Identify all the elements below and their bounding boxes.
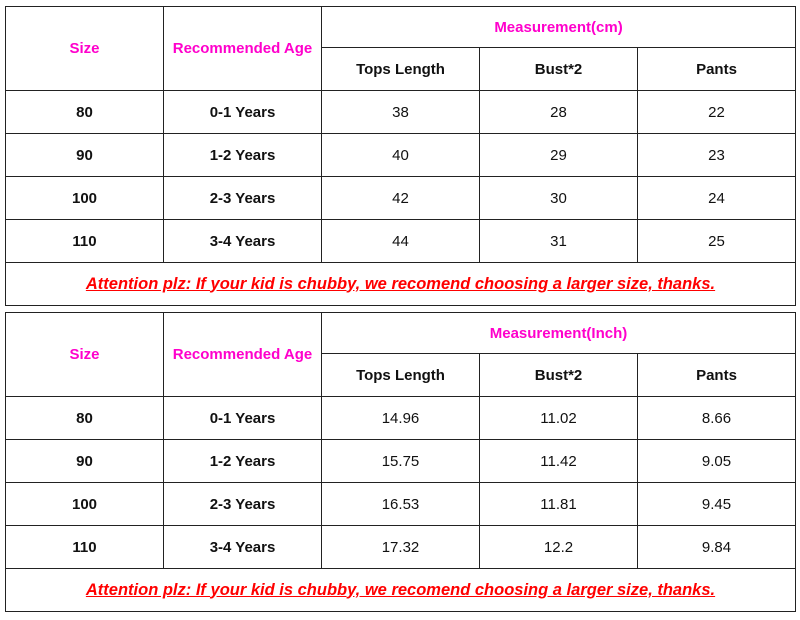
size-cell: 90 — [6, 134, 164, 177]
size-cell: 80 — [6, 91, 164, 134]
pants-header: Pants — [638, 48, 796, 91]
attention-note: Attention plz: If your kid is chubby, we recomend choosing a larger size, thanks. — [6, 263, 796, 306]
table-header-row — [6, 313, 796, 354]
age-cell: 0-1 Years — [164, 91, 322, 134]
tops-cell: 16.53 — [322, 483, 480, 526]
tops-cell: 44 — [322, 220, 480, 263]
table-row — [6, 91, 796, 134]
age-cell: 1-2 Years — [164, 440, 322, 483]
age-cell: 3-4 Years — [164, 220, 322, 263]
table-row — [6, 177, 796, 220]
tops-cell: 40 — [322, 134, 480, 177]
pants-cell: 9.84 — [638, 526, 796, 569]
table-row — [6, 134, 796, 177]
bust-cell: 30 — [480, 177, 638, 220]
attention-note-row — [6, 263, 796, 306]
tops-cell: 42 — [322, 177, 480, 220]
table-row — [6, 440, 796, 483]
bust-cell: 11.42 — [480, 440, 638, 483]
bust-cell: 12.2 — [480, 526, 638, 569]
age-header: Recommended Age — [164, 7, 322, 91]
tops-cell: 15.75 — [322, 440, 480, 483]
pants-cell: 9.45 — [638, 483, 796, 526]
size-cell: 110 — [6, 526, 164, 569]
table-row — [6, 483, 796, 526]
pants-cell: 9.05 — [638, 440, 796, 483]
pants-cell: 25 — [638, 220, 796, 263]
size-cell: 80 — [6, 397, 164, 440]
tops-length-header: Tops Length — [322, 48, 480, 91]
size-cell: 100 — [6, 177, 164, 220]
tops-length-header: Tops Length — [322, 354, 480, 397]
bust-header: Bust*2 — [480, 48, 638, 91]
tops-cell: 14.96 — [322, 397, 480, 440]
table-row — [6, 220, 796, 263]
age-cell: 2-3 Years — [164, 177, 322, 220]
attention-note-row — [6, 569, 796, 612]
bust-cell: 31 — [480, 220, 638, 263]
bust-header: Bust*2 — [480, 354, 638, 397]
size-table-inch — [5, 312, 796, 612]
bust-cell: 28 — [480, 91, 638, 134]
bust-cell: 29 — [480, 134, 638, 177]
age-cell: 1-2 Years — [164, 134, 322, 177]
pants-cell: 22 — [638, 91, 796, 134]
pants-cell: 8.66 — [638, 397, 796, 440]
pants-cell: 24 — [638, 177, 796, 220]
age-cell: 3-4 Years — [164, 526, 322, 569]
measurement-header: Measurement(cm) — [322, 7, 796, 48]
table-row — [6, 526, 796, 569]
table-row — [6, 397, 796, 440]
attention-note: Attention plz: If your kid is chubby, we recomend choosing a larger size, thanks. — [6, 569, 796, 612]
size-cell: 90 — [6, 440, 164, 483]
pants-cell: 23 — [638, 134, 796, 177]
age-cell: 0-1 Years — [164, 397, 322, 440]
tops-cell: 17.32 — [322, 526, 480, 569]
bust-cell: 11.02 — [480, 397, 638, 440]
age-cell: 2-3 Years — [164, 483, 322, 526]
measurement-header: Measurement(Inch) — [322, 313, 796, 354]
tops-cell: 38 — [322, 91, 480, 134]
size-cell: 100 — [6, 483, 164, 526]
bust-cell: 11.81 — [480, 483, 638, 526]
size-header: Size — [6, 313, 164, 397]
size-table-cm — [5, 6, 796, 306]
pants-header: Pants — [638, 354, 796, 397]
size-header: Size — [6, 7, 164, 91]
size-cell: 110 — [6, 220, 164, 263]
age-header: Recommended Age — [164, 313, 322, 397]
table-header-row — [6, 7, 796, 48]
